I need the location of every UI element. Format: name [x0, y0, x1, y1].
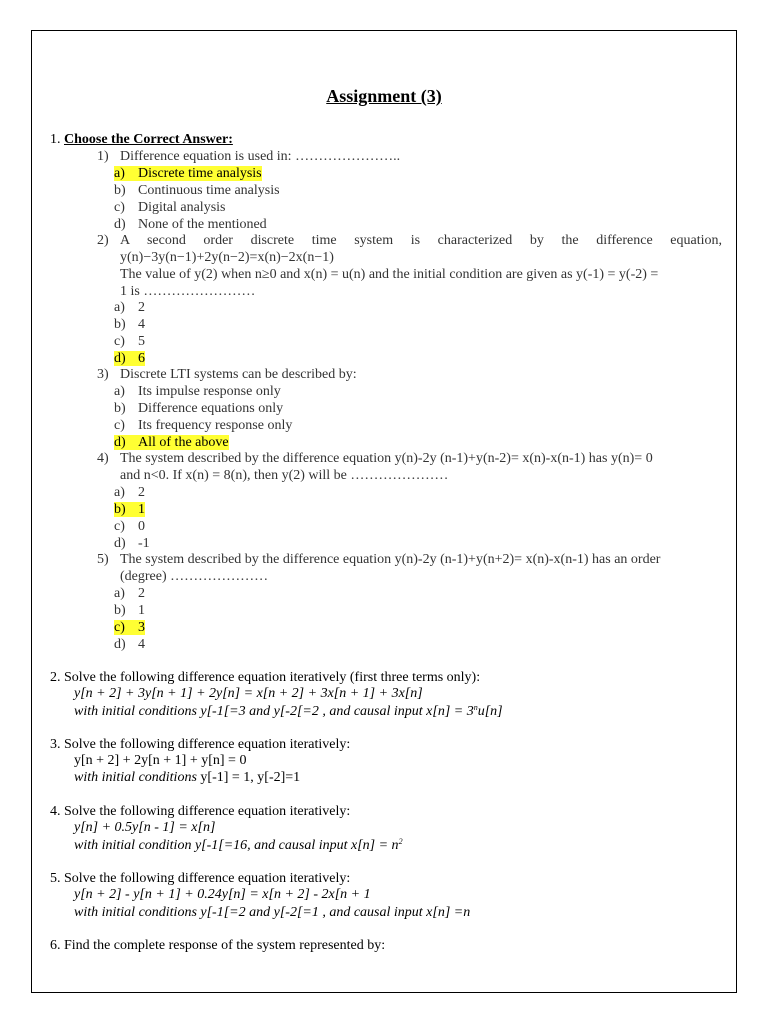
- option-letter: b): [114, 502, 126, 517]
- option-letter: a): [114, 300, 125, 315]
- section-5-equation: y[n + 2] - y[n + 1] + 0.24y[n] = x[n + 2] - 2x[n + 1: [74, 887, 371, 902]
- option-text: Its frequency response only: [138, 418, 293, 433]
- section-2-equation: y[n + 2] + 3y[n + 1] + 2y[n] = x[n + 2] + 3x[n + 1] + 3x[n]: [74, 686, 423, 701]
- question-number: 3): [97, 367, 109, 382]
- option-text: Continuous time analysis: [138, 183, 280, 198]
- option-text: 4: [138, 317, 145, 332]
- q5-option-b: [114, 602, 145, 619]
- conditions-text: with initial conditions y[-1[=3 and y[-2[=2 , and causal input x[n] = 3: [74, 704, 474, 719]
- option-letter: d): [114, 217, 126, 232]
- q4-option-b: [114, 501, 145, 518]
- section-1-heading: [50, 131, 233, 148]
- question-text-line-2: y(n)−3y(n−1)+2y(n−2)=x(n)−2x(n−1): [120, 250, 334, 265]
- question-text-line-2: and n<0. If x(n) = 8(n), then y(2) will be …………………: [120, 468, 449, 483]
- option-letter: c): [114, 519, 125, 534]
- question-text-line-1: The system described by the difference equation y(n)-2y (n-1)+y(n+2)= x(n)-x(n-1) has an order: [120, 552, 661, 567]
- option-text: Discrete time analysis: [138, 166, 262, 181]
- option-letter: a): [114, 166, 125, 181]
- question-4: [97, 450, 722, 484]
- question-number: 1): [97, 149, 109, 164]
- section-6-heading: 6. Find the complete response of the system represented by:: [50, 938, 386, 953]
- question-text-line-1: The system described by the difference equation y(n)-2y (n-1)+y(n-2)= x(n)-x(n-1) has y(n)= 0: [120, 451, 653, 466]
- section-3-equation: y[n + 2] + 2y[n + 1] + y[n] = 0: [74, 753, 247, 768]
- q4-option-c: [114, 518, 145, 535]
- option-text: All of the above: [138, 435, 229, 450]
- option-letter: a): [114, 485, 125, 500]
- option-letter: d): [114, 637, 126, 652]
- section-4-equation: y[n] + 0.5y[n - 1] = x[n]: [74, 820, 216, 835]
- question-text-line-3: The value of y(2) when n≥0 and x(n) = u(n) and the initial condition are given as y(-1) = y(-2) =: [120, 267, 659, 282]
- option-letter: c): [114, 200, 125, 215]
- question-number: 2): [97, 233, 109, 248]
- q5-option-d: [114, 636, 145, 653]
- section-4-heading: 4. Solve the following difference equation iteratively:: [50, 804, 351, 819]
- exponent: n: [473, 703, 478, 712]
- q1-option-a: [114, 165, 262, 182]
- question-text-line-4: 1 is ……………………: [120, 284, 256, 299]
- page-title: Assignment (3): [326, 86, 442, 106]
- section-3-heading: 3. Solve the following difference equation iteratively:: [50, 737, 351, 752]
- option-text: 2: [138, 485, 145, 500]
- q2-option-c: [114, 333, 145, 350]
- q2-option-b: [114, 316, 145, 333]
- q3-option-c: [114, 417, 292, 434]
- question-3: [97, 366, 722, 383]
- option-letter: b): [114, 183, 126, 198]
- question-text: Difference equation is used in: …………………..: [120, 149, 401, 164]
- option-text: 3: [138, 620, 145, 635]
- q1-option-b: [114, 182, 280, 199]
- option-text: None of the mentioned: [138, 217, 267, 232]
- question-text: Discrete LTI systems can be described by:: [120, 367, 357, 382]
- question-5: [97, 551, 722, 585]
- conditions-text: with initial condition y[-1[=16, and causal input x[n] = n: [74, 838, 399, 853]
- section-2-heading: 2. Solve the following difference equation iteratively (first three terms only):: [50, 670, 481, 685]
- q4-option-a: [114, 484, 145, 501]
- q3-option-a: [114, 383, 281, 400]
- question-text-line-1: A second order discrete time system is characterized by the difference equation,: [120, 233, 722, 248]
- option-text: 4: [138, 637, 145, 652]
- question-1: [97, 148, 722, 165]
- option-letter: b): [114, 317, 126, 332]
- option-text: Difference equations only: [138, 401, 284, 416]
- option-text: 2: [138, 300, 145, 315]
- q4-option-d: [114, 535, 150, 552]
- option-letter: c): [114, 418, 125, 433]
- option-text: 1: [138, 603, 145, 618]
- option-letter: a): [114, 384, 125, 399]
- option-letter: b): [114, 401, 126, 416]
- option-text: 1: [138, 502, 145, 517]
- q1-option-d: [114, 216, 267, 233]
- exponent: 2: [398, 837, 403, 846]
- option-letter: a): [114, 586, 125, 601]
- question-2: [97, 232, 722, 300]
- section-2-conditions: [74, 703, 503, 720]
- option-text: 6: [138, 351, 145, 366]
- q2-option-d: [114, 350, 145, 367]
- option-text: Digital analysis: [138, 200, 226, 215]
- q5-option-a: [114, 585, 145, 602]
- q1-option-c: [114, 199, 226, 216]
- option-letter: c): [114, 620, 125, 635]
- conditions-text-end: u[n]: [477, 704, 503, 719]
- q2-option-a: [114, 299, 145, 316]
- section-5-heading: 5. Solve the following difference equation iteratively:: [50, 871, 351, 886]
- option-text: -1: [138, 536, 150, 551]
- q3-option-b: [114, 400, 283, 417]
- q5-option-c: [114, 619, 145, 636]
- section-5-conditions: with initial conditions y[-1[=2 and y[-2[=1 , and causal input x[n] =n: [74, 905, 471, 920]
- option-text: 5: [138, 334, 145, 349]
- question-text-line-2: (degree) …………………: [120, 569, 269, 584]
- question-number: 4): [97, 451, 109, 466]
- section-1-number: 1.: [50, 132, 61, 147]
- conditions-value: y[-1] = 1, y[-2]=1: [196, 770, 301, 785]
- section-1-title: Choose the Correct Answer:: [64, 132, 233, 147]
- option-text: 2: [138, 586, 145, 601]
- option-letter: d): [114, 351, 126, 366]
- option-letter: d): [114, 435, 126, 450]
- option-text: 0: [138, 519, 145, 534]
- conditions-label: with initial conditions: [74, 770, 197, 785]
- section-3-conditions: [74, 769, 300, 786]
- option-letter: c): [114, 334, 125, 349]
- q3-option-d: [114, 434, 229, 451]
- option-text: Its impulse response only: [138, 384, 281, 399]
- section-4-conditions: [74, 837, 403, 854]
- option-letter: b): [114, 603, 126, 618]
- option-letter: d): [114, 536, 126, 551]
- question-number: 5): [97, 552, 109, 567]
